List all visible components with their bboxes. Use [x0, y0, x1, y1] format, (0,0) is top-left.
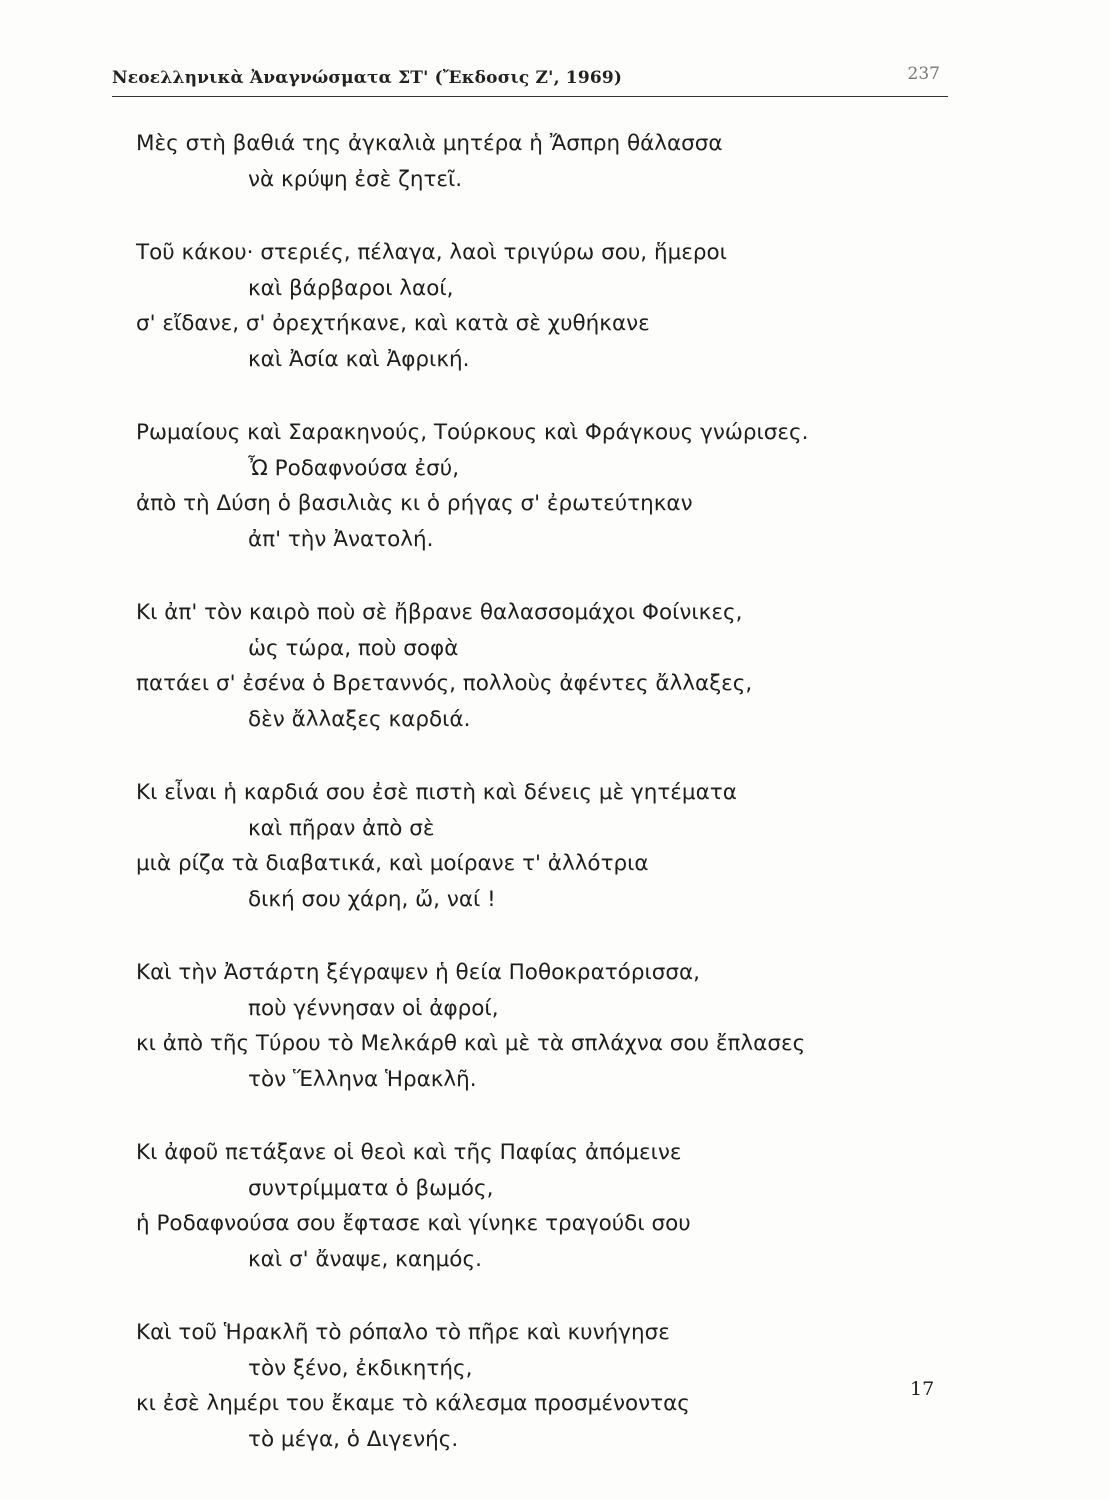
page-number: 17 — [910, 1378, 935, 1400]
poem-line: Ρωμαίους καὶ Σαρακηνούς, Τούρκους καὶ Φράγκους γνώρισες. — [136, 420, 809, 445]
handwritten-page-mark: 237 — [907, 64, 940, 84]
poem-line: Κι ἀπ' τὸν καιρὸ ποὺ σὲ ἤβρανε θαλασσομάχοι Φοίνικες, — [136, 600, 743, 625]
poem-line: Μὲς στὴ βαθιά της ἀγκαλιὰ μητέρα ἡ Ἄσπρη θάλασσα — [136, 131, 723, 156]
poem-body — [136, 126, 936, 1495]
header-rule — [112, 96, 948, 97]
poem-line-indented: δική σου χάρη, ὤ, ναί ! — [248, 886, 496, 912]
poem-line: Κι εἶναι ἡ καρδιά σου ἐσὲ πιστὴ καὶ δένεις μὲ γητέματα — [136, 780, 737, 805]
poem-line-indented: νὰ κρύψη ἐσὲ ζητεῖ. — [248, 166, 463, 192]
poem-line: κι ἀπὸ τῆς Τύρου τὸ Μελκάρθ καὶ μὲ τὰ σπλάχνα σου ἔπλασες — [136, 1031, 806, 1056]
poem-line: Καὶ τοῦ Ἡρακλῆ τὸ ρόπαλο τὸ πῆρε καὶ κυνήγησε — [136, 1320, 670, 1345]
running-header-title: Νεοελληνικὰ Ἀναγνώσματα ΣΤ' (Ἔκδοσις Ζ', 1969) — [112, 68, 623, 88]
poem-line-indented: καὶ βάρβαροι λαοί, — [248, 275, 454, 301]
poem-line: πατάει σ' ἐσένα ὁ Βρεταννός, πολλοὺς ἀφέντες ἄλλαξες, — [136, 671, 753, 696]
poem-line-indented: Ὦ Ροδαφνούσα ἐσύ, — [248, 455, 460, 481]
stanza — [136, 595, 936, 737]
poem-line: Τοῦ κάκου· στεριές, πέλαγα, λαοὶ τριγύρω σου, ἥμεροι — [136, 240, 727, 265]
poem-line: κι ἐσὲ λημέρι του ἔκαμε τὸ κάλεσμα προσμένοντας — [136, 1391, 690, 1416]
poem-line-indented: ποὺ γέννησαν οἱ ἀφροί, — [248, 995, 499, 1021]
running-header — [112, 64, 948, 104]
poem-line: ἀπὸ τὴ Δύση ὁ βασιλιὰς κι ὁ ρήγας σ' ἐρωτεύτηκαν — [136, 491, 693, 516]
poem-line-indented: τὸ μέγα, ὁ Διγενής. — [248, 1426, 459, 1452]
poem-line: σ' εἴδανε, σ' ὀρεχτήκανε, καὶ κατὰ σὲ χυθήκανε — [136, 311, 650, 336]
poem-line: μιὰ ρίζα τὰ διαβατικά, καὶ μοίρανε τ' ἀλλότρια — [136, 851, 649, 876]
poem-line-indented: συντρίμματα ὁ βωμός, — [248, 1175, 494, 1201]
poem-line: Καὶ τὴν Ἀστάρτη ξέγραψεν ἡ θεία Ποθοκρατόρισσα, — [136, 960, 701, 985]
poem-line-indented: τὸν Ἕλληνα Ἡρακλῆ. — [248, 1066, 477, 1092]
poem-line-indented: καὶ σ' ἄναψε, καημός. — [248, 1246, 482, 1272]
poem-line-indented: καὶ Ἀσία καὶ Ἀφρική. — [248, 346, 470, 372]
stanza — [136, 235, 936, 377]
poem-line-indented: ἀπ' τὴν Ἀνατολή. — [248, 526, 434, 552]
stanza — [136, 1135, 936, 1277]
stanza — [136, 955, 936, 1097]
stanza — [136, 415, 936, 557]
poem-line-indented: ὡς τώρα, ποὺ σοφὰ — [248, 635, 459, 661]
poem-line-indented: δὲν ἄλλαξες καρδιά. — [248, 706, 471, 732]
stanza — [136, 1315, 936, 1457]
poem-line-indented: καὶ πῆραν ἀπὸ σὲ — [248, 815, 435, 841]
poem-line: Κι ἀφοῦ πετάξανε οἱ θεοὶ καὶ τῆς Παφίας ἀπόμεινε — [136, 1140, 682, 1165]
stanza — [136, 775, 936, 917]
poem-line: ἡ Ροδαφνούσα σου ἔφτασε καὶ γίνηκε τραγούδι σου — [136, 1211, 691, 1236]
stanza — [136, 126, 936, 197]
poem-line-indented: τὸν ξένο, ἐκδικητής, — [248, 1355, 473, 1381]
